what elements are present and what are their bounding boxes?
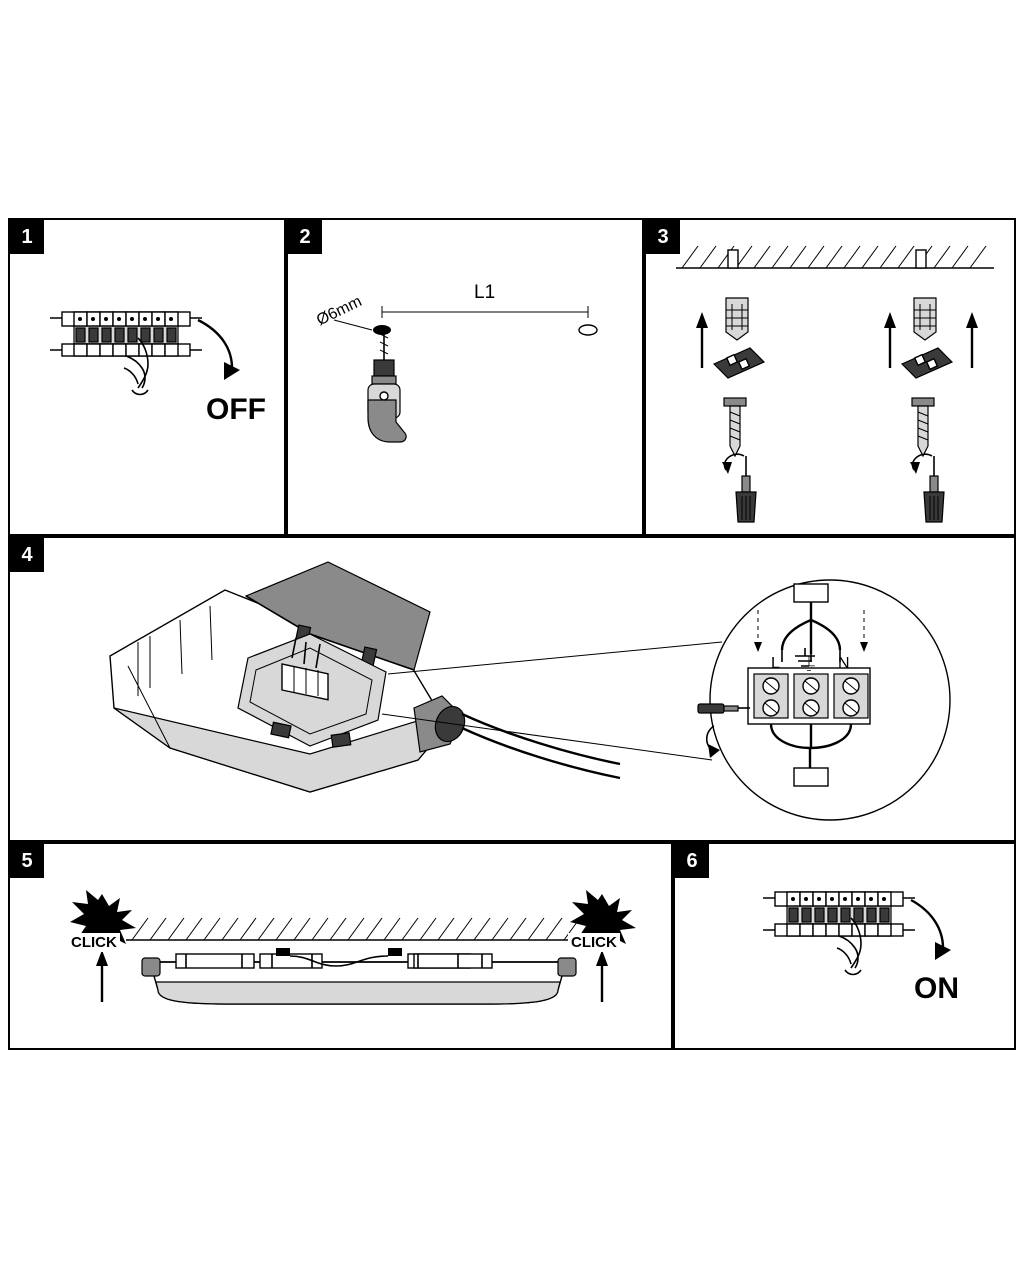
curved-arrow-icon [911, 900, 951, 960]
step-panel-6 [673, 842, 1016, 1050]
step-number-4: 4 [10, 538, 44, 572]
up-arrow-icon-right [596, 950, 608, 1002]
step-number-2: 2 [288, 220, 322, 254]
drill-icon [368, 330, 406, 442]
terminal-label-l: L [771, 655, 780, 672]
step-number-3: 3 [646, 220, 680, 254]
ceiling-hatch-icon [676, 246, 994, 268]
dimension-line-l1 [382, 306, 588, 318]
dimension-label-l1: L1 [474, 282, 496, 303]
up-arrow-icon-left-inner [696, 312, 708, 368]
ceiling-hatch-icon [126, 918, 590, 940]
wall-plug-icon-right [914, 298, 936, 340]
step-number-1: 1 [10, 220, 44, 254]
mounting-clip-icon-right [902, 348, 952, 378]
drill-diameter-label: Ø6mm [314, 292, 365, 330]
click-label-left: CLICK [68, 933, 120, 952]
wall-plug-icon-left [726, 298, 748, 340]
curved-arrow-icon [198, 320, 240, 380]
terminal-label-earth: ⏚ [800, 655, 818, 675]
mounting-clip-icon-left [714, 348, 764, 378]
step-panel-4 [8, 536, 1016, 842]
step-number-6: 6 [675, 844, 709, 878]
step-panel-3 [644, 218, 1016, 536]
luminaire-open-icon [110, 562, 620, 792]
up-arrow-icon-left-outer [966, 312, 978, 368]
screwdriver-icon-right [910, 454, 944, 522]
drill-marking-illustration [288, 220, 646, 538]
wiring-illustration [10, 538, 1018, 844]
breaker-panel-off-illustration [10, 220, 288, 538]
step-panel-2 [286, 218, 644, 536]
screw-icon-right [912, 398, 934, 456]
step-panel-1 [8, 218, 286, 536]
click-label-right: CLICK [568, 933, 620, 952]
mounting-clips-illustration [646, 220, 1018, 538]
screwdriver-icon-left [722, 454, 756, 522]
breaker-panel-on-illustration [675, 844, 1018, 1052]
step6-on-label: ON [914, 972, 959, 1005]
step-number-5: 5 [10, 844, 44, 878]
step-panel-5 [8, 842, 673, 1050]
up-arrow-icon-left [96, 950, 108, 1002]
luminaire-closed-icon [142, 948, 576, 1004]
step1-off-label: OFF [206, 393, 266, 426]
up-arrow-icon-right-inner [884, 312, 896, 368]
terminal-label-n: N [838, 655, 850, 672]
screw-icon-left [724, 398, 746, 456]
